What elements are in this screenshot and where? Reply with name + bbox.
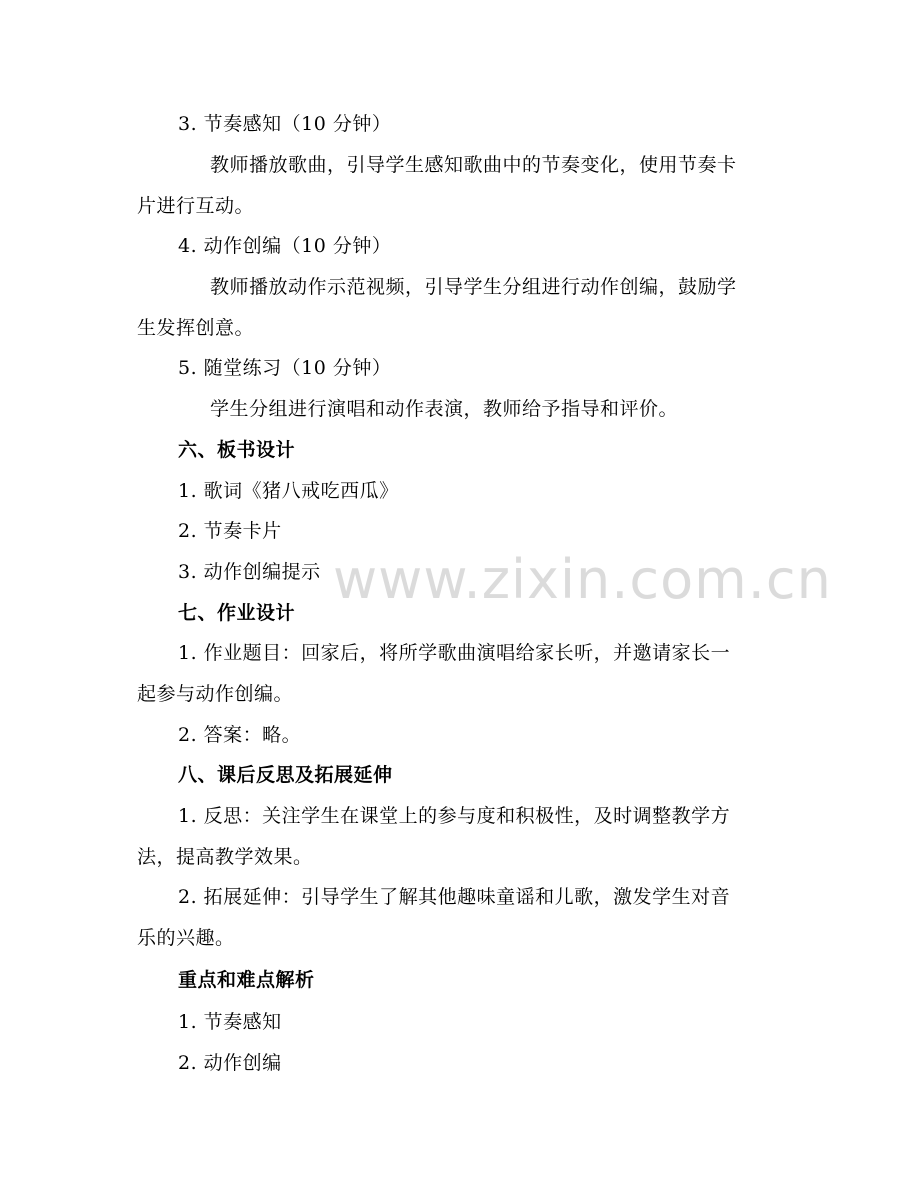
list-item: 2. 答案：略。 [178,724,302,746]
paragraph-line: 法，提高教学效果。 [137,846,313,868]
paragraph-line: 片进行互动。 [137,195,255,217]
list-item: 3. 动作创编提示 [178,561,321,583]
item-class-practice: 5. 随堂练习（10 分钟） [178,357,392,379]
section-heading-reflection: 八、课后反思及拓展延伸 [178,764,393,786]
list-item: 2. 节奏卡片 [178,520,282,542]
watermark: www.zixin.com.cn [333,548,832,611]
paragraph-line: 起参与动作创编。 [137,683,294,705]
paragraph-line: 教师播放歌曲，引导学生感知歌曲中的节奏变化，使用节奏卡 [210,154,737,176]
section-heading-homework: 七、作业设计 [178,602,296,624]
list-item: 1. 节奏感知 [178,1011,282,1033]
list-item: 2. 拓展延伸：引导学生了解其他趣味童谣和儿歌，激发学生对音 [178,886,731,908]
paragraph-line: 生发挥创意。 [137,317,255,339]
section-heading-key-points: 重点和难点解析 [178,969,315,991]
section-heading-board-design: 六、板书设计 [178,439,296,461]
item-rhythm-perception: 3. 节奏感知（10 分钟） [178,113,392,135]
paragraph-line: 学生分组进行演唱和动作表演，教师给予指导和评价。 [210,398,679,420]
list-item: 1. 反思：关注学生在课堂上的参与度和积极性，及时调整教学方 [178,805,731,827]
list-item: 1. 作业题目：回家后，将所学歌曲演唱给家长听，并邀请家长一 [178,642,731,664]
paragraph-line: 乐的兴趣。 [137,927,235,949]
list-item: 2. 动作创编 [178,1052,282,1074]
item-movement-creation: 4. 动作创编（10 分钟） [178,235,392,257]
paragraph-line: 教师播放动作示范视频，引导学生分组进行动作创编，鼓励学 [210,276,737,298]
list-item: 1. 歌词《猪八戒吃西瓜》 [178,480,399,502]
